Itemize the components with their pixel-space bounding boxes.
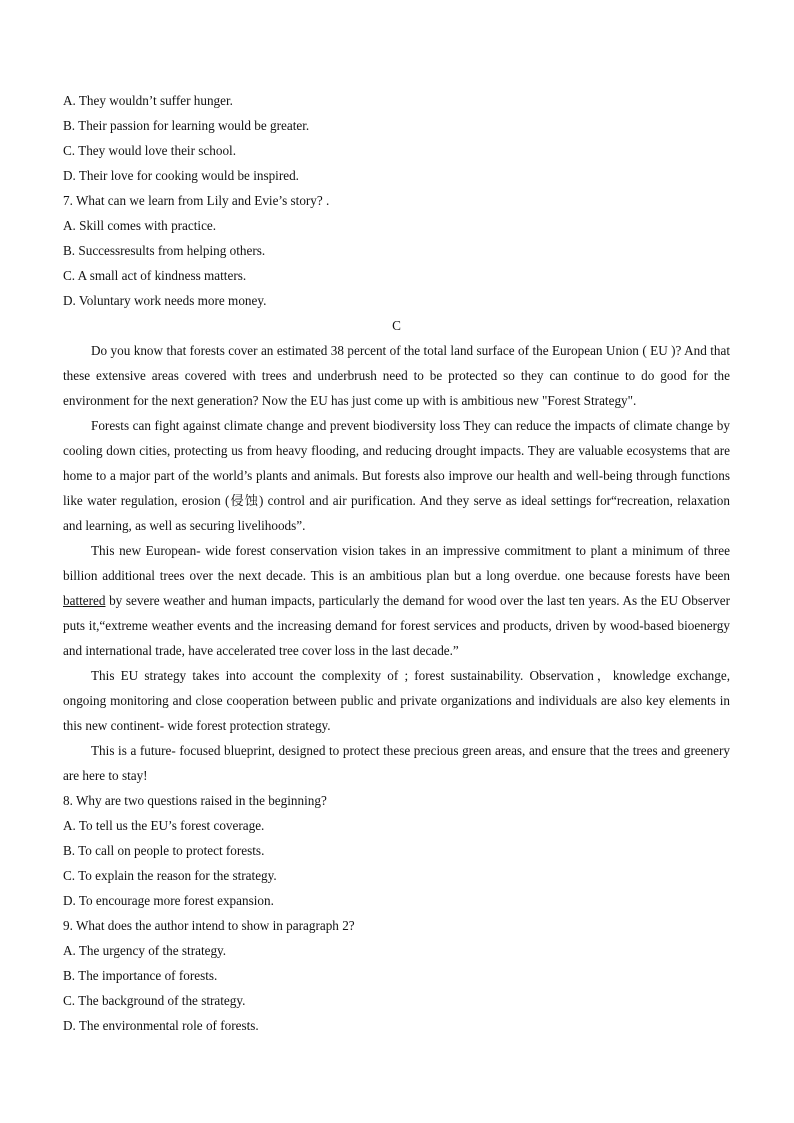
q6-option-b: B. Their passion for learning would be greater. — [63, 118, 310, 133]
q6-option-a: A. They wouldn’t suffer hunger. — [63, 93, 233, 108]
q6-option-d: D. Their love for cooking would be inspired. — [63, 168, 299, 183]
q6-option-c: C. They would love their school. — [63, 143, 237, 158]
reading-passage — [63, 338, 730, 788]
p3-text-before: This new European- wide forest conservation vision takes in an impressive commitment to plant a minimum of three billion additional trees over the next decade. This is an ambitious plan but a long overdue. one because forests have been — [63, 543, 730, 583]
question-9 — [63, 913, 730, 1038]
question-6-options — [63, 88, 730, 188]
q9-option-a: A. The urgency of the strategy. — [63, 943, 227, 958]
q7-option-d: D. Voluntary work needs more money. — [63, 293, 267, 308]
q8-option-c: C. To explain the reason for the strategy. — [63, 868, 277, 883]
passage-paragraph-4: This EU strategy takes into account the complexity of ; forest sustainability. Observation，knowledge exchange, ongoing monitoring and close cooperation between public and private organizations and individuals are also key elements in this new continent- wide forest protection strategy. — [63, 668, 730, 733]
passage-paragraph-3 — [63, 538, 730, 663]
passage-paragraph-2: Forests can fight against climate change and prevent biodiversity loss They can reduce the impacts of climate change by cooling down cities, protecting us from heavy flooding, and reducing drought impacts. They are valuable ecosystems that are home to a major part of the world’s plants and animals. But forests also improve our health and well-being through functions like water regulation, erosion (侵蚀) control and air purification. And they serve as ideal settings for“recreation, relaxation and learning, as well as securing livelihoods”. — [63, 418, 730, 533]
q8-option-d: D. To encourage more forest expansion. — [63, 893, 274, 908]
q8-option-b: B. To call on people to protect forests. — [63, 843, 265, 858]
q7-option-b: B. Successresults from helping others. — [63, 243, 266, 258]
q7-option-c: C. A small act of kindness matters. — [63, 268, 247, 283]
q9-question-text: 9. What does the author intend to show in paragraph 2? — [63, 918, 355, 933]
q9-option-d: D. The environmental role of forests. — [63, 1018, 259, 1033]
q7-option-a: A. Skill comes with practice. — [63, 218, 217, 233]
q9-option-b: B. The importance of forests. — [63, 968, 218, 983]
q9-option-c: C. The background of the strategy. — [63, 993, 246, 1008]
p3-text-after: by severe weather and human impacts, particularly the demand for wood over the last ten years. As the EU Observer puts it,“extreme weather events and the increasing demand for forest services and products, driven by wood-based bioenergy and international trade, have accelerated tree cover loss in the last decade.” — [63, 593, 730, 658]
section-title: C — [392, 318, 401, 333]
underlined-word-battered: battered — [63, 593, 106, 608]
q8-option-a: A. To tell us the EU’s forest coverage. — [63, 818, 265, 833]
question-8 — [63, 788, 730, 913]
document-page — [63, 88, 730, 1038]
question-7 — [63, 188, 730, 313]
q7-question-text: 7. What can we learn from Lily and Evie’s story? . — [63, 193, 330, 208]
passage-paragraph-1: Do you know that forests cover an estimated 38 percent of the total land surface of the European Union ( EU )? And that these extensive areas covered with trees and underbrush need to be protected so they can continue to do good for the environment for the next generation? Now the EU has just come up with is ambitious new "Forest Strategy". — [63, 343, 730, 408]
passage-paragraph-5: This is a future- focused blueprint, designed to protect these precious green areas, and ensure that the trees and greenery are here to stay! — [63, 743, 730, 783]
q8-question-text: 8. Why are two questions raised in the beginning? — [63, 793, 327, 808]
